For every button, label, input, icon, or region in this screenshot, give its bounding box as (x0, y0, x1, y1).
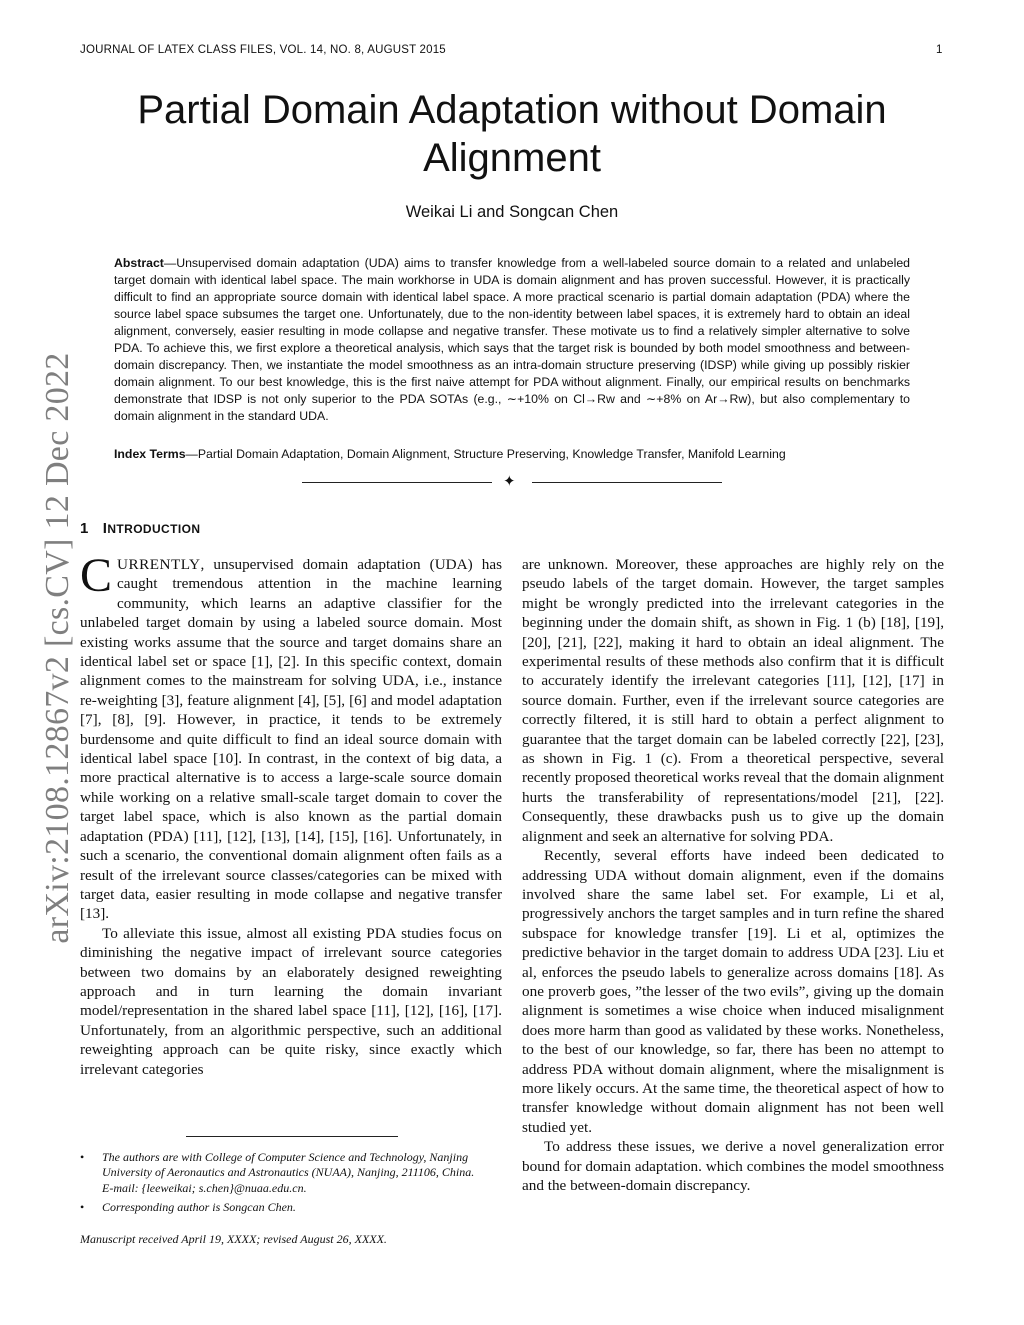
manuscript-note: Manuscript received April 19, XXXX; revised August 26, XXXX. (80, 1232, 387, 1246)
abstract-dash: — (163, 256, 177, 270)
section-title-initial: I (102, 520, 108, 537)
section-number: 1 (80, 520, 89, 537)
section-title-rest: NTRODUCTION (107, 522, 201, 536)
right-paragraph-3: To address these issues, we derive a novel generalization error bound for domain adaptation. which combines the model smoothness and the between-domain discrepancy. (522, 1138, 944, 1194)
abstract-label: Abstract (114, 256, 164, 270)
intro-paragraph-1 (80, 549, 502, 924)
right-column (522, 555, 944, 1195)
index-terms-label: Index Terms (114, 447, 186, 461)
paper-title (80, 86, 944, 182)
bullet-icon: • (80, 1150, 85, 1164)
index-terms-dash: — (185, 447, 198, 461)
corresponding-text: Corresponding author is Songcan Chen. (102, 1200, 296, 1215)
footnote-rule (186, 1136, 398, 1137)
footnote-corresponding (80, 1200, 502, 1215)
page-number: 1 (936, 44, 943, 56)
separator-right-rule (532, 482, 722, 483)
arxiv-stamp: arXiv:2108.12867v2 [cs.CV] 12 Dec 2022 (39, 352, 76, 944)
left-column (80, 549, 502, 1079)
affiliation-text: The authors are with College of Computer Science and Technology, Nanjing University of Aeronautics and Astronautics (NUAA), Nanjing, 211106, China. (102, 1150, 475, 1180)
separator-left-rule (302, 482, 492, 483)
abstract (114, 255, 910, 425)
running-head: JOURNAL OF LATEX CLASS FILES, VOL. 14, NO. 8, AUGUST 2015 (80, 44, 446, 56)
title-line-2: Alignment (423, 136, 601, 180)
title-line-1: Partial Domain Adaptation without Domain (137, 88, 887, 132)
footnote-affiliation (80, 1150, 502, 1196)
section-heading (80, 520, 200, 537)
email-text: E-mail: {leeweikai; s.chen}@nuaa.edu.cn. (102, 1180, 307, 1195)
separator-diamond-icon: ✦ (503, 474, 516, 490)
intro-paragraph-2: To alleviate this issue, almost all existing PDA studies focus on diminishing the negative impact of irrelevant source categories between two domains by an elaborately designed reweighting approach and in turn learning the domain invariant model/representation in the shared label space [11], [12], [16], [17]. Unfortunately, from an algorithmic perspective, such an additional reweighting approach can be quite risky, since exactly which irrelevant categories (80, 924, 502, 1078)
authors: Weikai Li and Songcan Chen (405, 203, 619, 221)
abstract-text: Unsupervised domain adaptation (UDA) aims to transfer knowledge from a well-labeled source domain to a related and unlabeled target domain with identical label space. The main workhorse in UDA is domain alignment and has proven successful. However, it is practically difficult to find an appropriate source domain with identical label space. A more practical scenario is partial domain adaptation (PDA) where the source label space subsumes the target one. Unfortunately, due to the non-identity between label spaces, it is extremely hard to obtain an ideal alignment, conversely, easier resulting in mode collapse and negative transfer. These motivate us to find a relatively simpler alternative to solve PDA. To achieve this, we first explore a theoretical analysis, which says that the target risk is bounded by both model smoothness and between-domain discrepancy. Then, we instantiate the model smoothness as an intra-domain structure preserving (IDSP) while giving up possibly riskier domain alignment. To our best knowledge, this is the first naive attempt for PDA without alignment. Finally, our empirical results on benchmarks demonstrate that IDSP is not only superior to the PDA SOTAs (e.g., ∼+10% on Cl→Rw and ∼+8% on Ar→Rw), but also complementary to domain alignment in the standard UDA. (114, 256, 910, 423)
intro-paragraph-1-text: , unsupervised domain adaptation (UDA) has caught tremendous attention in the machine learning community, which learns an adaptive classifier for the unlabeled target domain by using a labeled source domain. Most existing works assume that the source and target domains share an identical label set or space [1], [2]. In this specific context, domain alignment comes to the mainstream for solving UDA, i.e., instance re-weighting [3], feature alignment [4], [5], [6] and model adaptation [7], [8], [9]. However, in practice, it tends to be extremely burdensome and quite difficult to find an ideal source domain with identical label space [10]. In contrast, in the context of big data, a more practical alternative is to access a large-scale source domain while working on a relative small-scale target domain to cover the target label space, which is also known as the partial domain adaptation (PDA) [11], [12], [13], [14], [15], [16]. Unfortunately, in such a scenario, the conventional domain alignment often fails as a result of the irrelevant source classes/categories can be mixed with target data, easier resulting in mode collapse and negative transfer [13]. (80, 556, 502, 923)
bullet-icon: • (80, 1200, 85, 1215)
index-terms (114, 446, 910, 463)
drop-cap: C (80, 549, 113, 602)
index-terms-text: Partial Domain Adaptation, Domain Alignment, Structure Preserving, Knowledge Transfer, Manifold Learning (197, 447, 786, 461)
lead-word: URRENTLY (117, 556, 201, 573)
right-paragraph-2: Recently, several efforts have indeed been dedicated to addressing UDA without domain alignment, even if the domains involved share the same label set. For example, Li et al, progressively anchors the target samples and in turn refine the shared subspace for knowledge transfer [19]. Li et al, optimizes the predictive behavior in the target domain to address UDA [23]. Liu et al, enforces the pseudo labels to generalize across domains [18]. As one proverb goes, ”the lesser of the two evils”, giving up the domain alignment is sometimes a wise choice when induced misalignment does more harm than good as validated by these works. Nonetheless, to the best of our knowledge, so far, there has been no attempt to address PDA without domain alignment, where the misalignment is more likely occurs. At the same time, the theoretical aspect of how to transfer knowledge without domain alignment has not been well studied yet. (522, 847, 944, 1136)
footnotes (80, 1150, 502, 1220)
right-paragraph-1: are unknown. Moreover, these approaches are highly rely on the pseudo labels of the target domain. However, the target samples might be wrongly predicted into the irrelevant categories in the beginning under the domain shift, as shown in Fig. 1 (b) [18], [19], [20], [21], [22], making it hard to obtain an ideal alignment. The experimental results of these methods also confirm that it is difficult to accurately identify the irrelevant categories [11], [12], [17] in source domain. Further, even if the irrelevant source categories are correctly filtered, it is still hard to obtain a perfect alignment to guarantee that the target domain can be labeled correctly [22], [23], as shown in Fig. 1 (c). From a theoretical perspective, several recently proposed theoretical works reveal that the domain alignment hurts the transferability of representations/model [21], [22]. Consequently, these drawbacks push us to give up the domain alignment and seek an alternative for solving PDA. (522, 556, 944, 845)
